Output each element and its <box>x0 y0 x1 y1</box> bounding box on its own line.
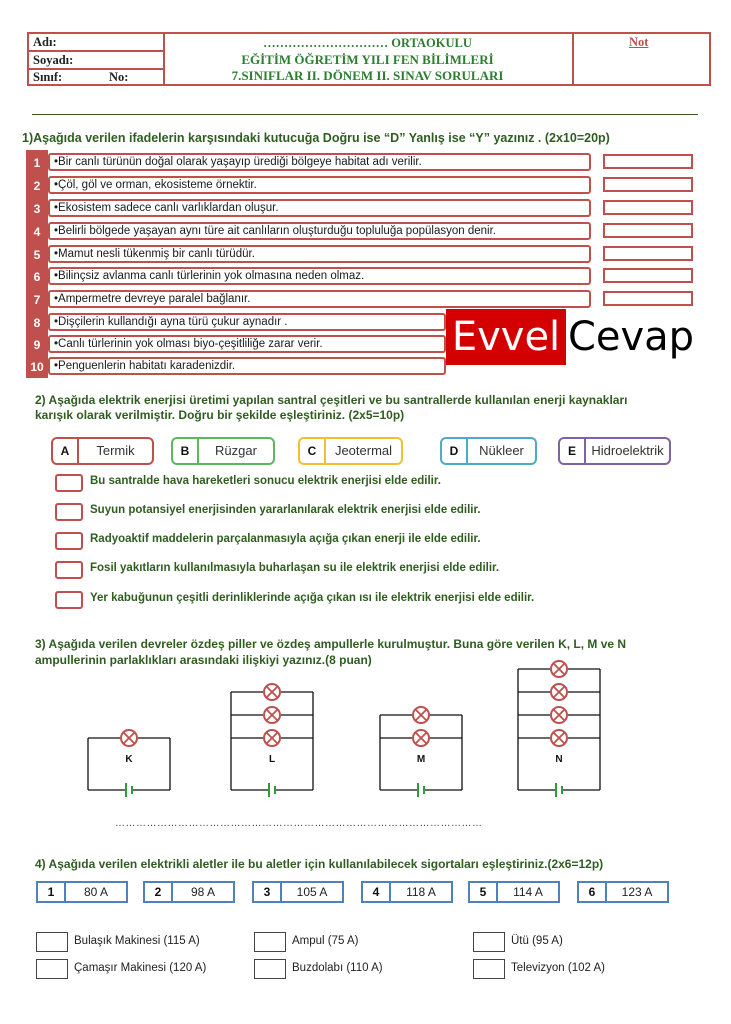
option-label: Rüzgar <box>197 439 273 463</box>
option-label: Termik <box>77 439 152 463</box>
circuit-label: N <box>555 754 563 765</box>
circuit-m <box>380 707 462 797</box>
appliance-box-1[interactable] <box>36 932 68 952</box>
year-line: EĞİTİM ÖĞRETİM YILI FEN BİLİMLERİ <box>241 52 494 67</box>
fuse-2 <box>143 881 235 903</box>
statement-1: •Bir canlı türünün doğal olarak yaşayıp ürediği bölgeye habitat adı verilir. <box>48 153 591 171</box>
item-number: 5 <box>33 248 41 262</box>
watermark-left: Evvel <box>446 309 566 365</box>
fuse-value: 105 A <box>280 883 342 901</box>
item-number: 1 <box>33 156 41 170</box>
match-box-5[interactable] <box>55 591 83 609</box>
option-letter: B <box>180 444 190 458</box>
bulb-icon <box>264 684 280 700</box>
fuse-number: 3 <box>263 885 271 899</box>
circuit-label: K <box>125 754 133 765</box>
item-number: 10 <box>30 360 44 374</box>
option-a <box>51 437 154 465</box>
no-label: No: <box>109 70 129 84</box>
statement-10: •Penguenlerin habitatı karadenizdir. <box>48 357 446 375</box>
fuse-6 <box>577 881 669 903</box>
fuse-number: 6 <box>588 885 596 899</box>
match-statement-5: Yer kabuğunun çeşitli derinliklerinde açığa çıkan ısı ile elektrik enerjisi elde edilir. <box>90 592 535 604</box>
statement-5: •Mamut nesli tükenmiş bir canlı türüdür. <box>48 245 591 263</box>
circuits-diagram <box>0 660 731 810</box>
option-b <box>171 437 275 465</box>
bulb-icon <box>264 730 280 746</box>
item-number: 8 <box>33 316 41 330</box>
item-number: 4 <box>33 225 41 239</box>
statement-8: •Dişçilerin kullandığı ayna türü çukur aynadır . <box>48 313 446 331</box>
statement-4: •Belirli bölgede yaşayan aynı türe ait canlıların oluşturduğu topluluğa popülasyon denir. <box>48 222 591 240</box>
statement-7: •Ampermetre devreye paralel bağlanır. <box>48 290 591 308</box>
bulb-icon <box>121 730 137 746</box>
match-box-2[interactable] <box>55 503 83 521</box>
fuse-number: 5 <box>479 885 487 899</box>
appliance-box-6[interactable] <box>473 959 505 979</box>
circuit-k <box>88 730 170 797</box>
watermark-right: Cevap <box>566 309 696 365</box>
section3-title-line2: ampullerinin parlaklıkları arasındaki ilişkiyi yazınız.(8 puan) <box>35 653 372 667</box>
statement-3: •Ekosistem sadece canlı varlıklardan oluşur. <box>48 199 591 217</box>
answer-box-3[interactable] <box>603 200 693 215</box>
appliance-label-5: Buzdolabı (110 A) <box>292 962 383 974</box>
item-number: 6 <box>33 270 41 284</box>
item-number: 3 <box>33 202 41 216</box>
match-statement-4: Fosil yakıtların kullanılmasıyla buharlaşan su ile elektrik enerjisi elde edilir. <box>90 562 500 574</box>
appliance-label-1: Bulaşık Makinesi (115 A) <box>74 935 200 947</box>
appliance-label-6: Televizyon (102 A) <box>511 962 605 974</box>
match-box-1[interactable] <box>55 474 83 492</box>
bulb-icon <box>551 661 567 677</box>
match-box-3[interactable] <box>55 532 83 550</box>
item-number: 7 <box>33 293 41 307</box>
answer-box-5[interactable] <box>603 246 693 261</box>
circuit-label: M <box>416 754 426 765</box>
exam-line: 7.SINIFLAR II. DÖNEM II. SINAV SORULARI <box>231 68 504 83</box>
circuit-l <box>231 684 313 797</box>
option-d <box>440 437 537 465</box>
statement-2: •Çöl, göl ve orman, ekosisteme örnektir. <box>48 176 591 194</box>
fuse-number: 4 <box>372 885 380 899</box>
item-number: 9 <box>33 338 41 352</box>
option-label: Hidroelektrik <box>584 439 669 463</box>
circuit-label: L <box>268 754 276 765</box>
section3-answer-line: …………………………………………………………………………………………… <box>115 818 483 829</box>
answer-box-7[interactable] <box>603 291 693 306</box>
section4-title: 4) Aşağıda verilen elektrikli aletler ile bu aletler için kullanılabilecek sigortaları eşleştiriniz.(2x6=12p) <box>35 857 604 871</box>
bulb-icon <box>264 707 280 723</box>
fuse-number: 1 <box>47 885 55 899</box>
fuse-value: 118 A <box>389 883 451 901</box>
option-label: Jeotermal <box>324 439 401 463</box>
appliance-box-2[interactable] <box>254 932 286 952</box>
section3-title-line1: 3) Aşağıda verilen devreler özdeş piller ve özdeş ampullerle kurulmuştur. Buna göre verilen K, L, M ve N <box>35 637 627 651</box>
bulb-icon <box>413 730 429 746</box>
match-statement-3: Radyoaktif maddelerin parçalanmasıyla açığa çıkan enerji ile elde edilir. <box>90 533 481 545</box>
school-line: ………………………… ORTAOKULU <box>263 36 472 50</box>
answer-box-4[interactable] <box>603 223 693 238</box>
fuse-value: 114 A <box>496 883 558 901</box>
bulb-icon <box>551 730 567 746</box>
header-divider <box>32 114 698 115</box>
fuse-3 <box>252 881 344 903</box>
fuse-value: 80 A <box>64 883 126 901</box>
name-label: Adı: <box>33 35 57 49</box>
fuse-5 <box>468 881 560 903</box>
match-box-4[interactable] <box>55 561 83 579</box>
circuit-n <box>518 661 600 797</box>
fuse-number: 2 <box>154 885 162 899</box>
fuse-1 <box>36 881 128 903</box>
bulb-icon <box>551 707 567 723</box>
match-statement-2: Suyun potansiyel enerjisinden yararlanılarak elektrik enerjisi elde edilir. <box>90 504 481 516</box>
grade-label: Not <box>629 35 649 49</box>
statement-9: •Canlı türlerinin yok olması biyo-çeşitliliğe zarar verir. <box>48 335 446 353</box>
match-statement-1: Bu santralde hava hareketleri sonucu elektrik enerjisi elde edilir. <box>90 475 441 487</box>
option-letter: E <box>567 444 576 458</box>
bulb-icon <box>551 684 567 700</box>
option-letter: D <box>449 444 459 458</box>
fuse-value: 98 A <box>171 883 233 901</box>
option-letter: A <box>60 444 70 458</box>
appliance-box-3[interactable] <box>473 932 505 952</box>
option-letter: C <box>307 444 317 458</box>
answer-box-1[interactable] <box>603 154 693 169</box>
option-label: Nükleer <box>466 439 535 463</box>
appliance-label-2: Ampul (75 A) <box>292 935 359 947</box>
option-c <box>298 437 403 465</box>
section1-title: 1)Aşağıda verilen ifadelerin karşısındaki kutucuğa Doğru ise “D” Yanlış ise “Y” yazınız . (2x10=20p) <box>22 131 610 145</box>
option-e <box>558 437 671 465</box>
appliance-label-4: Çamaşır Makinesi (120 A) <box>74 962 207 974</box>
appliance-box-4[interactable] <box>36 959 68 979</box>
bulb-icon <box>413 707 429 723</box>
answer-box-6[interactable] <box>603 268 693 283</box>
exam-header <box>27 32 711 86</box>
class-label: Sınıf: <box>33 70 63 84</box>
answer-box-2[interactable] <box>603 177 693 192</box>
appliance-box-5[interactable] <box>254 959 286 979</box>
fuse-value: 123 A <box>605 883 667 901</box>
section2-title-line2: karışık olarak verilmiştir. Doğru bir şekilde eşleştiriniz. (2x5=10p) <box>35 408 405 422</box>
section2-title-line1: 2) Aşağıda elektrik enerjisi üretimi yapılan santral çeşitleri ve bu santrallerde kullanılan enerji kaynakları <box>35 393 628 407</box>
surname-label: Soyadı: <box>33 53 74 67</box>
fuse-4 <box>361 881 453 903</box>
item-number: 2 <box>33 179 41 193</box>
statement-6: •Bilinçsiz avlanma canlı türlerinin yok olmasına neden olmaz. <box>48 267 591 285</box>
appliance-label-3: Ütü (95 A) <box>511 935 563 947</box>
